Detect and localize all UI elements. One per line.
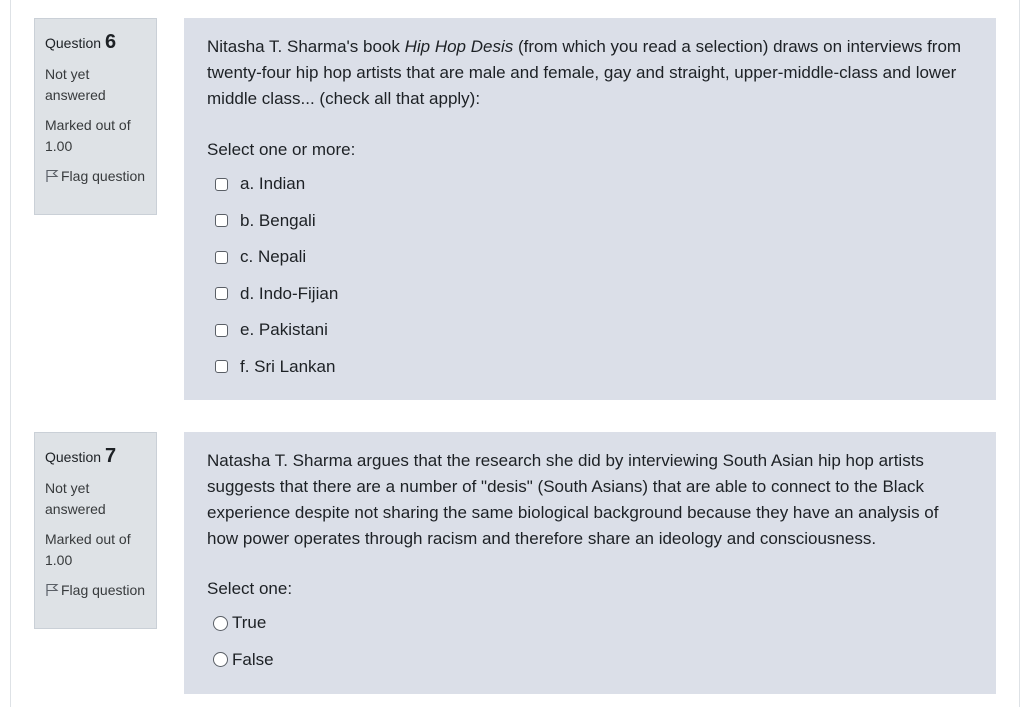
answer-list: [207, 605, 973, 678]
answer-label[interactable]: False: [232, 649, 274, 669]
question-grade: Marked out of 1.00: [45, 531, 131, 568]
question-state: Not yet answered: [45, 66, 106, 103]
question-text-part: (from which you read a selection) draws on interviews from twenty-four hip hop artists that are male and female, gay and straight, upper-middle-class and lower middle class... (check all that apply):: [207, 37, 962, 108]
quiz-page: [10, 0, 1020, 707]
answer-option-a[interactable]: [207, 166, 973, 203]
flag-icon: [45, 583, 59, 597]
question-label: Question: [45, 449, 102, 465]
question-number: 6: [104, 31, 117, 53]
flag-question-link[interactable]: [45, 166, 147, 187]
radio-button[interactable]: [213, 616, 228, 631]
question-grade: Marked out of 1.00: [45, 117, 131, 154]
question-text: [207, 34, 973, 112]
flag-question-link[interactable]: [45, 580, 147, 601]
question-7-info: [34, 432, 157, 629]
answer-option-e[interactable]: [207, 312, 973, 349]
question-6-info: [34, 18, 157, 215]
question-7-content: [184, 432, 996, 694]
question-state: Not yet answered: [45, 480, 106, 517]
question-7-number-line: [45, 445, 147, 468]
checkbox[interactable]: [215, 214, 228, 227]
question-6-number-line: [45, 31, 147, 54]
checkbox[interactable]: [215, 251, 228, 264]
flag-question-label: Flag question: [61, 168, 146, 184]
answer-option-b[interactable]: [207, 203, 973, 240]
answer-prompt: Select one:: [207, 579, 293, 598]
answer-option-d[interactable]: [207, 276, 973, 313]
answer-label[interactable]: d. Indo-Fijian: [240, 283, 339, 303]
answer-option-f[interactable]: [207, 349, 973, 386]
answer-label[interactable]: c. Nepali: [240, 247, 307, 267]
answer-label[interactable]: e. Pakistani: [240, 320, 328, 340]
radio-button[interactable]: [213, 652, 228, 667]
question-number: 7: [104, 445, 117, 467]
flag-question-label: Flag question: [61, 582, 146, 598]
answer-option-c[interactable]: [207, 239, 973, 276]
question-6-content: [184, 18, 996, 400]
question-text: Natasha T. Sharma argues that the research she did by interviewing South Asian hip hop artists suggests that there are a number of "desis" (South Asians) that are able to connect to the Black experience despite not sharing the same biological background because they have an analysis of how power operates through racism and therefore share an ideology and consciousness.: [207, 451, 939, 548]
answer-option-true[interactable]: [207, 605, 973, 642]
answer-prompt: Select one or more:: [207, 140, 356, 159]
book-title: Hip Hop Desis: [404, 37, 514, 56]
checkbox[interactable]: [215, 324, 228, 337]
answer-label[interactable]: a. Indian: [240, 174, 306, 194]
answer-list: [207, 166, 973, 385]
answer-label[interactable]: f. Sri Lankan: [240, 356, 336, 376]
checkbox[interactable]: [215, 287, 228, 300]
checkbox[interactable]: [215, 178, 228, 191]
question-text-part: Nitasha T. Sharma's book: [207, 37, 405, 56]
question-label: Question: [45, 35, 102, 51]
answer-option-false[interactable]: [207, 642, 973, 679]
checkbox[interactable]: [215, 360, 228, 373]
answer-label[interactable]: True: [232, 613, 267, 633]
flag-icon: [45, 169, 59, 183]
answer-label[interactable]: b. Bengali: [240, 210, 316, 230]
